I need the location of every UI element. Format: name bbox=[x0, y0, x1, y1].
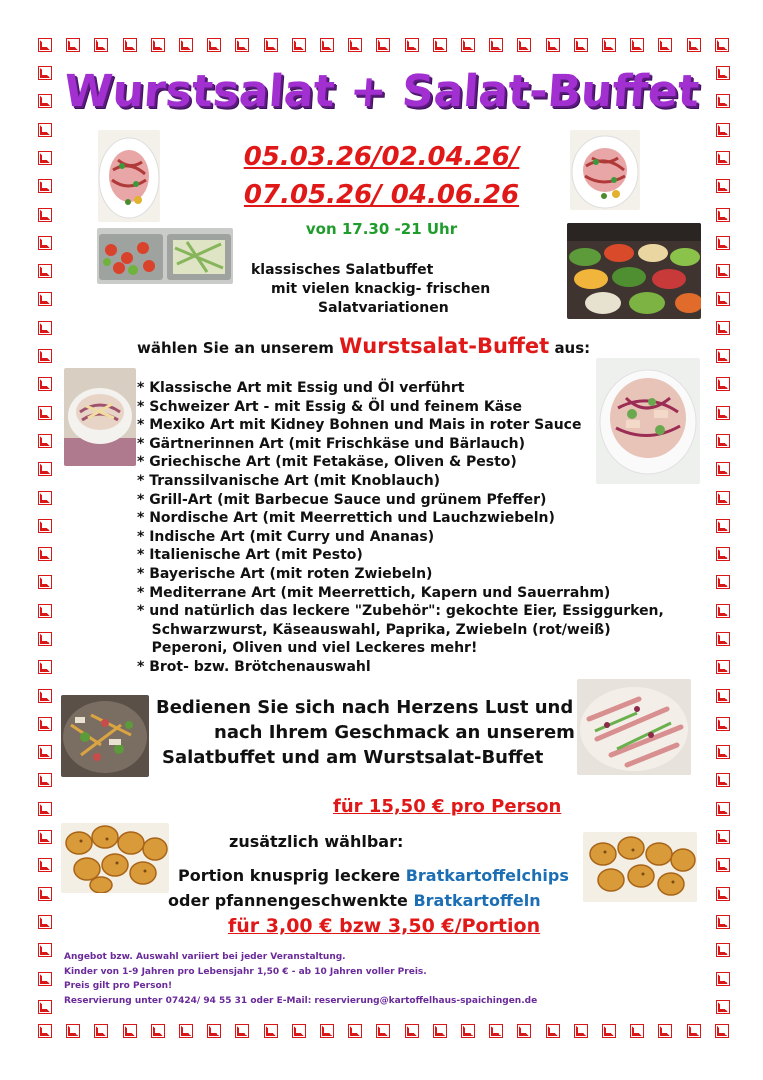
border-tile-icon bbox=[38, 38, 52, 52]
variety-item: * Mexiko Art mit Kidney Bohnen und Mais in roter Sauce bbox=[137, 417, 582, 434]
border-tile-icon bbox=[38, 292, 52, 306]
serve-line-2: nach Ihrem Geschmack an unserem bbox=[214, 722, 575, 743]
border-tile-icon bbox=[151, 1024, 165, 1038]
border-tile-icon bbox=[320, 38, 334, 52]
salad-buffet-photo-right bbox=[567, 223, 701, 319]
potato-chips-photo-left bbox=[61, 823, 169, 893]
border-tile-icon bbox=[179, 38, 193, 52]
border-tile-icon bbox=[348, 1024, 362, 1038]
footer-line-4: Reservierung unter 07424/ 94 55 31 oder E-Mail: reservierung@kartoffelhaus-spaichingen.de bbox=[64, 995, 538, 1006]
border-tile-icon bbox=[517, 38, 531, 52]
salad-platter-photo-left bbox=[61, 695, 149, 777]
border-tile-icon bbox=[207, 1024, 221, 1038]
border-tile-icon bbox=[716, 377, 730, 391]
border-tile-icon bbox=[716, 575, 730, 589]
border-tile-icon bbox=[235, 38, 249, 52]
border-tile-icon bbox=[461, 1024, 475, 1038]
border-tile-icon bbox=[94, 38, 108, 52]
border-tile-icon bbox=[123, 1024, 137, 1038]
border-tile-icon bbox=[433, 38, 447, 52]
border-tile-icon bbox=[716, 632, 730, 646]
page-title: Wurstsalat + Salat-Buffet bbox=[62, 66, 701, 117]
border-tile-icon bbox=[658, 38, 672, 52]
border-tile-icon bbox=[716, 773, 730, 787]
border-tile-icon bbox=[716, 406, 730, 420]
border-tile-icon bbox=[687, 1024, 701, 1038]
border-tile-icon bbox=[602, 38, 616, 52]
border-tile-icon bbox=[489, 1024, 503, 1038]
variety-list bbox=[137, 379, 664, 677]
border-tile-icon bbox=[517, 1024, 531, 1038]
choose-highlight: Wurstsalat-Buffet bbox=[339, 334, 550, 358]
border-tile-icon bbox=[38, 858, 52, 872]
extra-line-1 bbox=[178, 866, 569, 885]
variety-item: * Klassische Art mit Essig und Öl verführt bbox=[137, 380, 465, 396]
border-tile-icon bbox=[320, 1024, 334, 1038]
border-tile-icon bbox=[716, 462, 730, 476]
border-tile-icon bbox=[38, 264, 52, 278]
border-tile-icon bbox=[264, 1024, 278, 1038]
salad-bar-photo-left bbox=[97, 228, 233, 284]
border-tile-icon bbox=[405, 1024, 419, 1038]
border-tile-icon bbox=[38, 830, 52, 844]
border-tile-icon bbox=[716, 519, 730, 533]
extra-line-1-highlight: Bratkartoffelchips bbox=[405, 866, 569, 885]
footer-line-2: Kinder von 1-9 Jahren pro Lebensjahr 1,50 € - ab 10 Jahren voller Preis. bbox=[64, 966, 427, 977]
variety-item: * Schweizer Art - mit Essig & Öl und feinem Käse bbox=[137, 398, 522, 415]
choose-line bbox=[137, 334, 590, 358]
border-tile-icon bbox=[602, 1024, 616, 1038]
event-dates-line-1: 05.03.26/02.04.26/ bbox=[243, 142, 520, 172]
border-tile-icon bbox=[292, 1024, 306, 1038]
border-tile-icon bbox=[405, 38, 419, 52]
border-tile-icon bbox=[38, 660, 52, 674]
choose-before: wählen Sie an unserem bbox=[137, 339, 334, 357]
border-tile-icon bbox=[38, 462, 52, 476]
border-tile-icon bbox=[574, 1024, 588, 1038]
border-tile-icon bbox=[66, 1024, 80, 1038]
event-time: von 17.30 -21 Uhr bbox=[305, 220, 458, 238]
border-tile-icon bbox=[461, 38, 475, 52]
border-tile-icon bbox=[715, 38, 729, 52]
variety-item: * Mediterrane Art (mit Meerrettich, Kapern und Sauerrahm) bbox=[137, 584, 611, 601]
variety-item: * Griechische Art (mit Fetakäse, Oliven & Pesto) bbox=[137, 454, 517, 471]
border-tile-icon bbox=[264, 38, 278, 52]
border-tile-icon bbox=[630, 1024, 644, 1038]
footer-line-1: Angebot bzw. Auswahl variiert bei jeder Veranstaltung. bbox=[64, 952, 346, 962]
border-tile-icon bbox=[716, 1000, 730, 1014]
border-tile-icon bbox=[38, 491, 52, 505]
wurstsalat-strips-photo-right bbox=[577, 679, 691, 775]
border-tile-icon bbox=[38, 434, 52, 448]
extra-heading: zusätzlich wählbar: bbox=[229, 832, 404, 851]
price-per-person: für 15,50 € pro Person bbox=[333, 796, 562, 817]
border-tile-icon bbox=[38, 972, 52, 986]
variety-item: * Grill-Art (mit Barbecue Sauce und grünem Pfeffer) bbox=[137, 491, 547, 508]
border-tile-icon bbox=[151, 38, 165, 52]
border-tile-icon bbox=[716, 802, 730, 816]
choose-after: aus: bbox=[554, 339, 591, 357]
extra-line-1-text: Portion knusprig leckere bbox=[178, 866, 401, 885]
border-tile-icon bbox=[38, 1024, 52, 1038]
border-tile-icon bbox=[546, 38, 560, 52]
border-tile-icon bbox=[716, 292, 730, 306]
border-tile-icon bbox=[716, 434, 730, 448]
intro-line-3: Salatvariationen bbox=[318, 300, 449, 316]
border-tile-icon bbox=[38, 717, 52, 731]
border-tile-icon bbox=[574, 38, 588, 52]
border-tile-icon bbox=[715, 1024, 729, 1038]
border-tile-icon bbox=[546, 1024, 560, 1038]
variety-item: * Italienische Art (mit Pesto) bbox=[137, 547, 363, 564]
border-tile-icon bbox=[123, 38, 137, 52]
border-tile-icon bbox=[716, 830, 730, 844]
border-tile-icon bbox=[716, 604, 730, 618]
wurstsalat-bowl-photo-left bbox=[64, 368, 136, 466]
variety-item: * Bayerische Art (mit roten Zwiebeln) bbox=[137, 565, 433, 582]
border-tile-icon bbox=[716, 660, 730, 674]
intro-line-1: klassisches Salatbuffet bbox=[251, 262, 434, 278]
border-tile-icon bbox=[38, 547, 52, 561]
border-tile-icon bbox=[38, 915, 52, 929]
variety-item: * und natürlich das leckere "Zubehör": gekochte Eier, Essiggurken, bbox=[137, 603, 664, 620]
border-tile-icon bbox=[94, 1024, 108, 1038]
border-tile-icon bbox=[38, 321, 52, 335]
border-tile-icon bbox=[38, 519, 52, 533]
variety-item: Peperoni, Oliven und viel Leckeres mehr! bbox=[137, 640, 478, 657]
variety-item: Schwarzwurst, Käseauswahl, Paprika, Zwiebeln (rot/weiß) bbox=[137, 621, 611, 638]
variety-item: * Brot- bzw. Brötchenauswahl bbox=[137, 658, 371, 675]
border-tile-icon bbox=[716, 349, 730, 363]
border-tile-icon bbox=[716, 264, 730, 278]
border-tile-icon bbox=[630, 38, 644, 52]
border-tile-icon bbox=[292, 38, 306, 52]
border-tile-icon bbox=[38, 943, 52, 957]
border-tile-icon bbox=[38, 349, 52, 363]
border-tile-icon bbox=[38, 745, 52, 759]
serve-line-1: Bedienen Sie sich nach Herzens Lust und bbox=[156, 697, 574, 718]
border-tile-icon bbox=[716, 745, 730, 759]
border-tile-icon bbox=[179, 1024, 193, 1038]
border-tile-icon bbox=[207, 38, 221, 52]
extra-price: für 3,00 € bzw 3,50 €/Portion bbox=[228, 915, 541, 937]
border-tile-icon bbox=[716, 123, 730, 137]
border-tile-icon bbox=[716, 689, 730, 703]
border-tile-icon bbox=[376, 1024, 390, 1038]
border-tile-icon bbox=[716, 915, 730, 929]
extra-line-2-text: oder pfannengeschwenkte bbox=[168, 891, 408, 910]
border-tile-icon bbox=[376, 38, 390, 52]
variety-item: * Indische Art (mit Curry und Ananas) bbox=[137, 528, 435, 545]
border-tile-icon bbox=[716, 321, 730, 335]
border-tile-icon bbox=[716, 547, 730, 561]
extra-line-2 bbox=[168, 891, 541, 910]
border-tile-icon bbox=[38, 123, 52, 137]
border-tile-icon bbox=[716, 491, 730, 505]
border-tile-icon bbox=[38, 1000, 52, 1014]
border-tile-icon bbox=[716, 717, 730, 731]
border-tile-icon bbox=[38, 689, 52, 703]
variety-item: * Nordische Art (mit Meerrettich und Lauchzwiebeln) bbox=[137, 510, 555, 527]
variety-item: * Gärtnerinnen Art (mit Frischkäse und Bärlauch) bbox=[137, 435, 525, 452]
border-tile-icon bbox=[38, 377, 52, 391]
border-tile-icon bbox=[489, 38, 503, 52]
border-tile-icon bbox=[658, 1024, 672, 1038]
border-tile-icon bbox=[38, 887, 52, 901]
border-tile-icon bbox=[38, 604, 52, 618]
serve-line-3: Salatbuffet und am Wurstsalat-Buffet bbox=[162, 747, 544, 768]
border-tile-icon bbox=[716, 887, 730, 901]
border-tile-icon bbox=[38, 406, 52, 420]
footer-line-3: Preis gilt pro Person! bbox=[64, 981, 173, 991]
event-dates-line-2: 07.05.26/ 04.06.26 bbox=[243, 180, 520, 210]
footer-notes bbox=[64, 950, 537, 1008]
border-tile-icon bbox=[38, 575, 52, 589]
variety-item: * Transsilvanische Art (mit Knoblauch) bbox=[137, 472, 441, 489]
border-tile-icon bbox=[348, 38, 362, 52]
border-tile-icon bbox=[687, 38, 701, 52]
border-tile-icon bbox=[716, 972, 730, 986]
border-tile-icon bbox=[66, 38, 80, 52]
border-tile-icon bbox=[38, 773, 52, 787]
border-tile-icon bbox=[716, 943, 730, 957]
border-tile-icon bbox=[38, 802, 52, 816]
border-tile-icon bbox=[235, 1024, 249, 1038]
extra-line-2-highlight: Bratkartoffeln bbox=[413, 891, 541, 910]
border-tile-icon bbox=[38, 236, 52, 250]
border-tile-icon bbox=[716, 236, 730, 250]
border-tile-icon bbox=[38, 632, 52, 646]
potato-chips-photo-right bbox=[583, 832, 697, 902]
border-tile-icon bbox=[716, 858, 730, 872]
intro-line-2: mit vielen knackig- frischen bbox=[271, 281, 491, 297]
border-tile-icon bbox=[433, 1024, 447, 1038]
